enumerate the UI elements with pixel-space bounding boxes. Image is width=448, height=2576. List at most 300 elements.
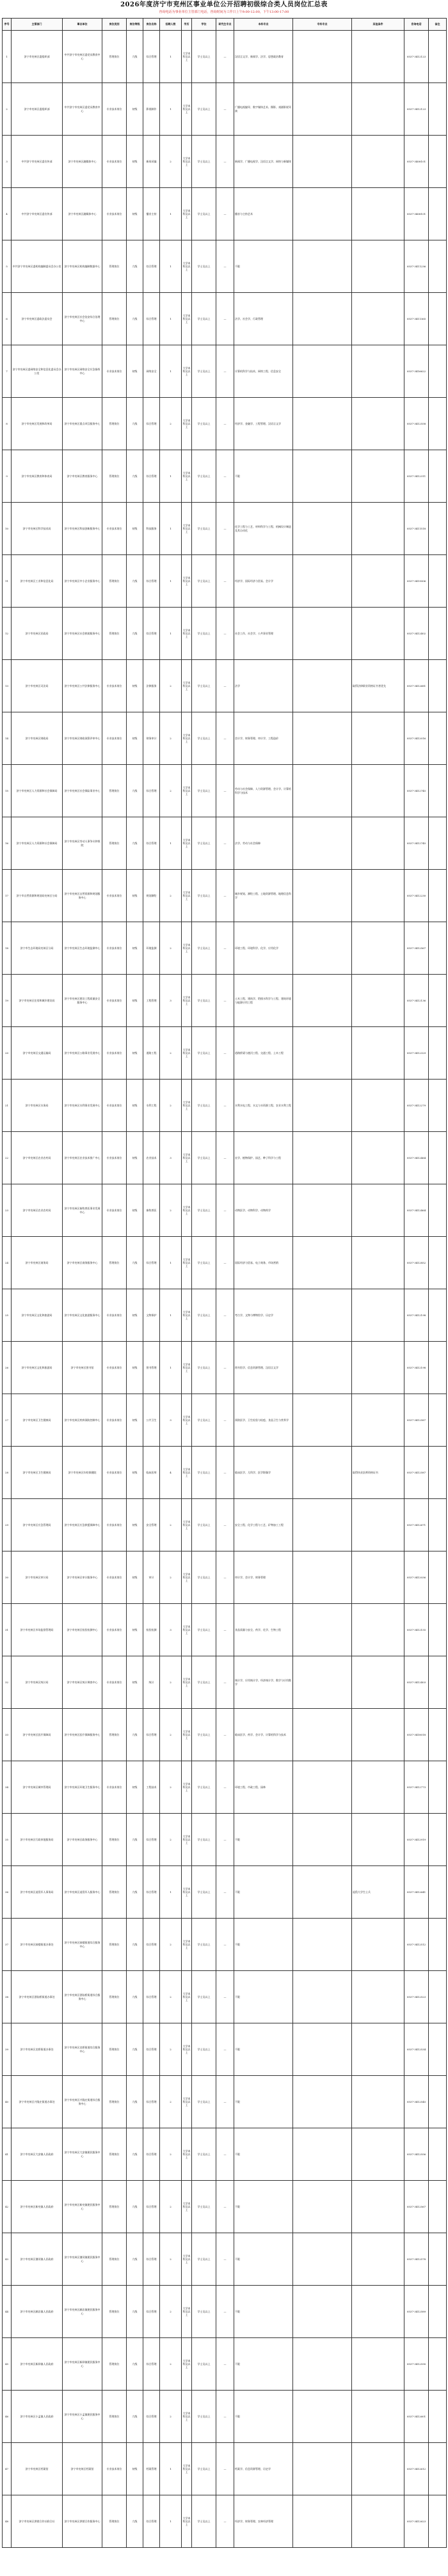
cell-education: 大学本科及以上 <box>182 1184 192 1237</box>
cell-phone: 0537-3412512 <box>404 1919 429 1971</box>
cell-phone: 0537-3412198 <box>404 1289 429 1342</box>
table-row <box>3 293 447 345</box>
cell-education: 大学本科及以上 <box>182 608 192 660</box>
cell-post-level: 初级 <box>127 136 143 188</box>
cell-degree: 学士及以上 <box>192 2128 216 2181</box>
cell-department: 济宁市生态环境局兖州区分局 <box>12 922 63 975</box>
cell-index: 11 <box>3 555 12 608</box>
cell-department: 中共济宁市兖州区委宣传部 <box>12 188 63 240</box>
cell-other-conditions <box>352 1499 404 1551</box>
cell-undergraduate-major: 考古学、文物与博物馆学、历史学 <box>234 1289 293 1342</box>
cell-post-level: 九级 <box>127 2495 143 2548</box>
table-row <box>3 1132 447 1184</box>
cell-postgraduate-major: — <box>216 2023 234 2076</box>
cell-remarks <box>429 975 447 1027</box>
cell-other-conditions <box>352 817 404 870</box>
cell-post-category: 专业技术岗位 <box>102 712 127 765</box>
cell-education: 大学本科及以上 <box>182 1709 192 1761</box>
table-row <box>3 660 447 712</box>
cell-department: 济宁市兖州区龙桥街道办事处 <box>12 2023 63 2076</box>
cell-other-conditions: 取得法律职业资格证书者优先 <box>352 660 404 712</box>
cell-unit: 济宁市兖州区公路事业发展中心 <box>63 1027 102 1080</box>
cell-index: 43 <box>3 2233 12 2286</box>
cell-post-name: 畜牧兽医 <box>143 1184 160 1237</box>
cell-college-major <box>293 555 352 608</box>
cell-unit: 济宁市兖州区龙桥街道综合服务中心 <box>63 2023 102 2076</box>
cell-unit: 济宁市兖州区妇幼保健院 <box>63 1447 102 1499</box>
table-row <box>3 450 447 503</box>
cell-education: 大学本科及以上 <box>182 555 192 608</box>
cell-undergraduate-major: 农学、植物保护、园艺、种子科学与工程 <box>234 1132 293 1184</box>
cell-postgraduate-major: — <box>216 2495 234 2548</box>
cell-post-level: 初级 <box>127 2443 143 2495</box>
cell-unit: 济宁市兖州区中小企业服务中心 <box>63 555 102 608</box>
cell-postgraduate-major: — <box>216 1499 234 1551</box>
cell-education: 大学本科及以上 <box>182 345 192 398</box>
cell-department: 济宁市兖州区漕河镇人民政府 <box>12 2233 63 2286</box>
cell-remarks <box>429 1027 447 1080</box>
cell-index: 47 <box>3 2443 12 2495</box>
cell-college-major <box>293 1866 352 1919</box>
cell-phone: 0537-3412567 <box>404 2181 429 2233</box>
cell-other-conditions <box>352 2495 404 2548</box>
cell-education: 大学本科及以上 <box>182 1656 192 1709</box>
cell-quota: 2 <box>160 2233 182 2286</box>
table-row <box>3 240 447 293</box>
cell-index: 4 <box>3 188 12 240</box>
table-row <box>3 2443 447 2495</box>
cell-education: 大学本科及以上 <box>182 2023 192 2076</box>
cell-postgraduate-major: — <box>216 2076 234 2128</box>
cell-post-name: 综合管理 <box>143 765 160 817</box>
cell-other-conditions <box>352 503 404 555</box>
cell-postgraduate-major: — <box>216 345 234 398</box>
cell-college-major <box>293 1604 352 1656</box>
cell-remarks <box>429 2391 447 2443</box>
cell-department: 济宁市兖州区住房和城乡建设局 <box>12 975 63 1027</box>
cell-quota: 2 <box>160 398 182 450</box>
header-index: 序号 <box>3 19 12 31</box>
cell-other-conditions <box>352 398 404 450</box>
cell-index: 9 <box>3 450 12 503</box>
cell-phone: 0537-3412612 <box>404 2443 429 2495</box>
cell-post-category: 专业技术岗位 <box>102 1132 127 1184</box>
cell-quota: 1 <box>160 293 182 345</box>
table-row <box>3 817 447 870</box>
table-row <box>3 1761 447 1814</box>
cell-phone: 0537-3412641 <box>404 1866 429 1919</box>
cell-post-category: 专业技术岗位 <box>102 1394 127 1447</box>
cell-phone: 0537-3412279 <box>404 1080 429 1132</box>
cell-post-level: 九级 <box>127 608 143 660</box>
table-row <box>3 555 447 608</box>
cell-education: 大学本科及以上 <box>182 817 192 870</box>
cell-unit: 济宁市兖州区应急救援保障中心 <box>63 1499 102 1551</box>
cell-quota: 2 <box>160 1919 182 1971</box>
cell-college-major <box>293 1656 352 1709</box>
cell-undergraduate-major: 道路桥梁与渡河工程、交通工程、土木工程 <box>234 1027 293 1080</box>
cell-department: 济宁市兖州区教育和体育局 <box>12 450 63 503</box>
cell-post-name: 综合管理 <box>143 2023 160 2076</box>
table-header-row <box>3 19 447 31</box>
cell-education: 大学本科及以上 <box>182 765 192 817</box>
cell-unit: 济宁市兖州区财政预算评审中心 <box>63 712 102 765</box>
cell-undergraduate-major: 会计学、财务管理、审计学、工程造价 <box>234 712 293 765</box>
cell-postgraduate-major: — <box>216 1184 234 1237</box>
cell-quota: 2 <box>160 1499 182 1551</box>
cell-college-major <box>293 240 352 293</box>
cell-undergraduate-major: 动物医学、动物科学、动物药学 <box>234 1184 293 1237</box>
cell-unit: 济宁市兖州区退役军人服务中心 <box>63 1866 102 1919</box>
cell-college-major <box>293 2286 352 2338</box>
cell-degree: 学士及以上 <box>192 1499 216 1551</box>
cell-quota: 2 <box>160 1551 182 1604</box>
cell-undergraduate-major: 社会工作、社会学、公共事业管理 <box>234 608 293 660</box>
cell-quota: 2 <box>160 2076 182 2128</box>
cell-college-major <box>293 922 352 975</box>
cell-post-level: 初级 <box>127 1604 143 1656</box>
cell-degree: 学士及以上 <box>192 1814 216 1866</box>
cell-post-level: 九级 <box>127 2128 143 2181</box>
cell-phone: 0537-3412919 <box>404 1814 429 1866</box>
cell-unit: 济宁市兖州区审计服务中心 <box>63 1551 102 1604</box>
cell-unit: 济宁市兖州区水利事业发展中心 <box>63 1080 102 1132</box>
cell-unit: 济宁市兖州区教育服务中心 <box>63 450 102 503</box>
table-row <box>3 922 447 975</box>
cell-post-name: 综合管理 <box>143 1814 160 1866</box>
cell-post-name: 农业技术 <box>143 1132 160 1184</box>
cell-unit: 中共济宁市兖州区委党员教育中心 <box>63 31 102 83</box>
cell-degree: 学士及以上 <box>192 1866 216 1919</box>
cell-post-category: 管理岗位 <box>102 2495 127 2548</box>
cell-college-major <box>293 1237 352 1289</box>
cell-education: 大学本科及以上 <box>182 1814 192 1866</box>
cell-post-level: 初级 <box>127 712 143 765</box>
cell-index: 21 <box>3 1080 12 1132</box>
cell-post-category: 管理岗位 <box>102 2391 127 2443</box>
cell-remarks <box>429 1656 447 1709</box>
cell-college-major <box>293 1919 352 1971</box>
cell-quota: 2 <box>160 922 182 975</box>
cell-undergraduate-major: 食品质量与安全、药学、化学、生物工程 <box>234 1604 293 1656</box>
cell-college-major <box>293 765 352 817</box>
cell-unit: 济宁市兖州区文化旅游服务中心 <box>63 1289 102 1342</box>
cell-education: 大学本科及以上 <box>182 2181 192 2233</box>
cell-postgraduate-major: — <box>216 1342 234 1394</box>
cell-degree: 学士及以上 <box>192 1289 216 1342</box>
cell-post-name: 道路工程 <box>143 1027 160 1080</box>
table-row <box>3 1551 447 1604</box>
cell-other-conditions <box>352 1132 404 1184</box>
cell-undergraduate-major: 审计学、会计学、财务管理 <box>234 1551 293 1604</box>
cell-phone: 0537-3412578 <box>404 2233 429 2286</box>
cell-remarks <box>429 1604 447 1656</box>
cell-remarks <box>429 1866 447 1919</box>
cell-quota: 2 <box>160 1080 182 1132</box>
cell-quota: 2 <box>160 1814 182 1866</box>
cell-unit: 济宁市兖州区社会保险事业中心 <box>63 765 102 817</box>
cell-college-major <box>293 1551 352 1604</box>
cell-unit: 济宁市兖州区机构编制数据中心 <box>63 240 102 293</box>
cell-other-conditions <box>352 1080 404 1132</box>
cell-postgraduate-major: — <box>216 975 234 1027</box>
cell-education: 大学本科及以上 <box>182 712 192 765</box>
cell-department: 济宁市兖州区鼓楼街道办事处 <box>12 1919 63 1971</box>
cell-unit: 济宁市兖州区大安镇便民服务中心 <box>63 2128 102 2181</box>
cell-quota: 1 <box>160 188 182 240</box>
cell-department: 济宁市兖州区退役军人事务局 <box>12 1866 63 1919</box>
cell-unit: 济宁市兖州区酒仙桥街道综合服务中心 <box>63 1971 102 2023</box>
cell-quota: 1 <box>160 555 182 608</box>
cell-degree: 学士及以上 <box>192 1132 216 1184</box>
cell-department: 济宁市兖州区新兖镇人民政府 <box>12 2181 63 2233</box>
cell-postgraduate-major: — <box>216 2233 234 2286</box>
cell-college-major <box>293 1814 352 1866</box>
cell-postgraduate-major: — <box>216 2338 234 2391</box>
cell-undergraduate-major: 不限 <box>234 2128 293 2181</box>
cell-degree: 学士及以上 <box>192 398 216 450</box>
cell-quota: 1 <box>160 1342 182 1394</box>
table-row <box>3 345 447 398</box>
cell-unit: 济宁市兖州区生态环境监测中心 <box>63 922 102 975</box>
cell-quota: 1 <box>160 2495 182 2548</box>
cell-education: 大学本科及以上 <box>182 31 192 83</box>
cell-college-major <box>293 1447 352 1499</box>
cell-post-name: 图书管理 <box>143 1342 160 1394</box>
cell-post-level: 初级 <box>127 503 143 555</box>
cell-postgraduate-major: — <box>216 1709 234 1761</box>
cell-post-level: 初级 <box>127 1394 143 1447</box>
cell-education: 大学本科及以上 <box>182 1499 192 1551</box>
cell-remarks <box>429 1709 447 1761</box>
cell-postgraduate-major: — <box>216 870 234 922</box>
cell-quota: 2 <box>160 2128 182 2181</box>
table-row <box>3 1866 447 1919</box>
cell-department: 济宁市兖州区供销合作社联合社 <box>12 2495 63 2548</box>
cell-post-category: 管理岗位 <box>102 1237 127 1289</box>
cell-department: 济宁市兖州区行政审批服务局 <box>12 1814 63 1866</box>
cell-college-major <box>293 870 352 922</box>
cell-quota: 2 <box>160 712 182 765</box>
cell-college-major <box>293 1184 352 1237</box>
cell-quota: 3 <box>160 1604 182 1656</box>
cell-unit: 济宁市兖州区农业技术推广中心 <box>63 1132 102 1184</box>
cell-post-category: 专业技术岗位 <box>102 922 127 975</box>
cell-remarks <box>429 660 447 712</box>
cell-postgraduate-major: — <box>216 1866 234 1919</box>
contact-notice: 咨询电话为事业单位主管部门电话，咨询时间为工作日上午9:00-12:00，下午13:00-17:00 <box>159 10 289 14</box>
cell-department: 济宁市兖州区交通运输局 <box>12 1027 63 1080</box>
cell-undergraduate-major: 不限 <box>234 2023 293 2076</box>
cell-post-level: 初级 <box>127 1551 143 1604</box>
cell-other-conditions <box>352 1394 404 1447</box>
cell-quota: 4 <box>160 1447 182 1499</box>
cell-degree: 学士及以上 <box>192 450 216 503</box>
cell-education: 大学本科及以上 <box>182 1971 192 2023</box>
cell-postgraduate-major: — <box>216 2181 234 2233</box>
cell-post-name: 科技服务 <box>143 503 160 555</box>
cell-post-level: 初级 <box>127 922 143 975</box>
cell-college-major <box>293 2391 352 2443</box>
cell-postgraduate-major: — <box>216 293 234 345</box>
cell-remarks <box>429 398 447 450</box>
table-row <box>3 1919 447 1971</box>
cell-index: 37 <box>3 1919 12 1971</box>
cell-department: 济宁市兖州区农业农村局 <box>12 1184 63 1237</box>
cell-post-level: 九级 <box>127 2076 143 2128</box>
cell-degree: 学士及以上 <box>192 1447 216 1499</box>
cell-quota: 2 <box>160 136 182 188</box>
cell-remarks <box>429 1184 447 1237</box>
cell-unit: 济宁市兖州区供销合作服务中心 <box>63 2495 102 2548</box>
cell-degree: 学士及以上 <box>192 1971 216 2023</box>
cell-post-level: 九级 <box>127 2233 143 2286</box>
cell-remarks <box>429 188 447 240</box>
cell-education: 大学本科及以上 <box>182 1551 192 1604</box>
cell-post-category: 专业技术岗位 <box>102 83 127 136</box>
cell-index: 48 <box>3 2495 12 2548</box>
cell-undergraduate-major: 不限 <box>234 2233 293 2286</box>
cell-education: 大学本科及以上 <box>182 398 192 450</box>
cell-other-conditions <box>352 2128 404 2181</box>
cell-college-major <box>293 712 352 765</box>
cell-phone: 0537-3412558 <box>404 398 429 450</box>
cell-post-level: 九级 <box>127 555 143 608</box>
cell-post-category: 专业技术岗位 <box>102 975 127 1027</box>
cell-index: 26 <box>3 1342 12 1394</box>
cell-degree: 学士及以上 <box>192 870 216 922</box>
cell-postgraduate-major: — <box>216 555 234 608</box>
cell-undergraduate-major: 不限 <box>234 2076 293 2128</box>
cell-post-name: 影视制作 <box>143 83 160 136</box>
cell-unit: 济宁市兖州区自然资源和规划服务中心 <box>63 870 102 922</box>
cell-department: 济宁市自然资源和规划局兖州区分局 <box>12 870 63 922</box>
cell-phone: 0537-3412556 <box>404 2128 429 2181</box>
table-row <box>3 2076 447 2128</box>
cell-post-category: 管理岗位 <box>102 398 127 450</box>
cell-post-category: 管理岗位 <box>102 1709 127 1761</box>
cell-remarks <box>429 136 447 188</box>
cell-college-major <box>293 1971 352 2023</box>
header-undergraduate-major: 本科专业 <box>234 19 293 31</box>
cell-unit: 中共济宁市兖州区委党员教育中心 <box>63 83 102 136</box>
cell-post-category: 专业技术岗位 <box>102 1342 127 1394</box>
cell-phone: 0537-3412587 <box>404 1447 429 1499</box>
header-department: 主管部门 <box>12 19 63 31</box>
cell-college-major <box>293 1394 352 1447</box>
cell-department: 济宁市兖州区人力资源和社会保障局 <box>12 817 63 870</box>
cell-post-level: 九级 <box>127 1971 143 2023</box>
table-row <box>3 975 447 1027</box>
table-row <box>3 2233 447 2286</box>
cell-post-name: 新闻采编 <box>143 136 160 188</box>
cell-education: 大学本科及以上 <box>182 1919 192 1971</box>
cell-undergraduate-major: 不限 <box>234 2181 293 2233</box>
cell-quota: 2 <box>160 1027 182 1080</box>
cell-other-conditions: 退役大学生士兵 <box>352 1866 404 1919</box>
cell-phone: 0537-3412773 <box>404 1761 429 1814</box>
cell-degree: 学士及以上 <box>192 2023 216 2076</box>
cell-undergraduate-major: 水利水电工程、水文与水资源工程、农业水利工程 <box>234 1080 293 1132</box>
cell-remarks <box>429 345 447 398</box>
cell-phone: 0537-3412590 <box>404 2338 429 2391</box>
cell-degree: 学士及以上 <box>192 1551 216 1604</box>
cell-quota: 2 <box>160 660 182 712</box>
cell-degree: 学士及以上 <box>192 1656 216 1709</box>
cell-department: 济宁市兖州区人力资源和社会保障局 <box>12 765 63 817</box>
cell-unit: 济宁市兖州区劳动人事争议仲裁院 <box>63 817 102 870</box>
cell-index: 22 <box>3 1132 12 1184</box>
cell-college-major <box>293 450 352 503</box>
cell-post-category: 管理岗位 <box>102 1866 127 1919</box>
table-row <box>3 1971 447 2023</box>
cell-post-level: 九级 <box>127 450 143 503</box>
cell-post-level: 初级 <box>127 1132 143 1184</box>
cell-unit: 济宁市兖州区融媒体中心 <box>63 188 102 240</box>
cell-post-name: 综合管理 <box>143 2391 160 2443</box>
cell-index: 20 <box>3 1027 12 1080</box>
cell-phone: 0537-3411365 <box>404 293 429 345</box>
cell-undergraduate-major: 临床医学、药学、会计学、计算机科学与技术 <box>234 1709 293 1761</box>
cell-department: 济宁市兖州区档案馆 <box>12 2443 63 2495</box>
cell-remarks <box>429 712 447 765</box>
cell-phone: 0537-3411236 <box>404 240 429 293</box>
header-post-category: 岗位类别 <box>102 19 127 31</box>
cell-degree: 学士及以上 <box>192 1604 216 1656</box>
cell-post-category: 专业技术岗位 <box>102 1080 127 1132</box>
cell-index: 42 <box>3 2181 12 2233</box>
cell-degree: 学士及以上 <box>192 503 216 555</box>
cell-post-level: 九级 <box>127 240 143 293</box>
cell-department: 济宁市兖州区财政局 <box>12 712 63 765</box>
cell-education: 大学本科及以上 <box>182 2391 192 2443</box>
cell-post-level: 九级 <box>127 1866 143 1919</box>
cell-index: 46 <box>3 2391 12 2443</box>
cell-unit: 济宁市兖州区社会治安综合治理中心 <box>63 293 102 345</box>
cell-unit: 济宁市兖州区鼓楼街道综合服务中心 <box>63 1919 102 1971</box>
cell-remarks <box>429 1237 447 1289</box>
cell-phone: 0537-3408101 <box>404 136 429 188</box>
cell-remarks <box>429 817 447 870</box>
cell-index: 32 <box>3 1656 12 1709</box>
cell-unit: 济宁市兖州区漕河镇便民服务中心 <box>63 2233 102 2286</box>
cell-phone: 0537-3412671 <box>404 1499 429 1551</box>
cell-remarks <box>429 1447 447 1499</box>
cell-department: 济宁市兖州区民政局 <box>12 608 63 660</box>
cell-undergraduate-major: 不限 <box>234 1919 293 1971</box>
cell-unit: 济宁市兖州区小孟镇便民服务中心 <box>63 2391 102 2443</box>
cell-remarks <box>429 765 447 817</box>
cell-degree: 学士及以上 <box>192 1080 216 1132</box>
cell-department: 济宁市兖州区委政法委员会 <box>12 293 63 345</box>
positions-table <box>2 18 447 2548</box>
cell-postgraduate-major: — <box>216 1919 234 1971</box>
cell-unit: 济宁市兖州区环境卫生服务中心 <box>63 1761 102 1814</box>
cell-degree: 学士及以上 <box>192 660 216 712</box>
cell-postgraduate-major: — <box>216 1447 234 1499</box>
cell-index: 14 <box>3 712 12 765</box>
cell-phone: 0537-3412230 <box>404 870 429 922</box>
cell-post-category: 管理岗位 <box>102 2338 127 2391</box>
cell-education: 大学本科及以上 <box>182 1394 192 1447</box>
cell-unit: 济宁市兖州区政务服务中心 <box>63 1814 102 1866</box>
cell-quota: 2 <box>160 1184 182 1237</box>
cell-degree: 学士及以上 <box>192 1919 216 1971</box>
cell-index: 18 <box>3 922 12 975</box>
cell-postgraduate-major: — <box>216 1551 234 1604</box>
cell-undergraduate-major: 环境工程、环境科学、化学、应用化学 <box>234 922 293 975</box>
cell-other-conditions <box>352 2233 404 2286</box>
